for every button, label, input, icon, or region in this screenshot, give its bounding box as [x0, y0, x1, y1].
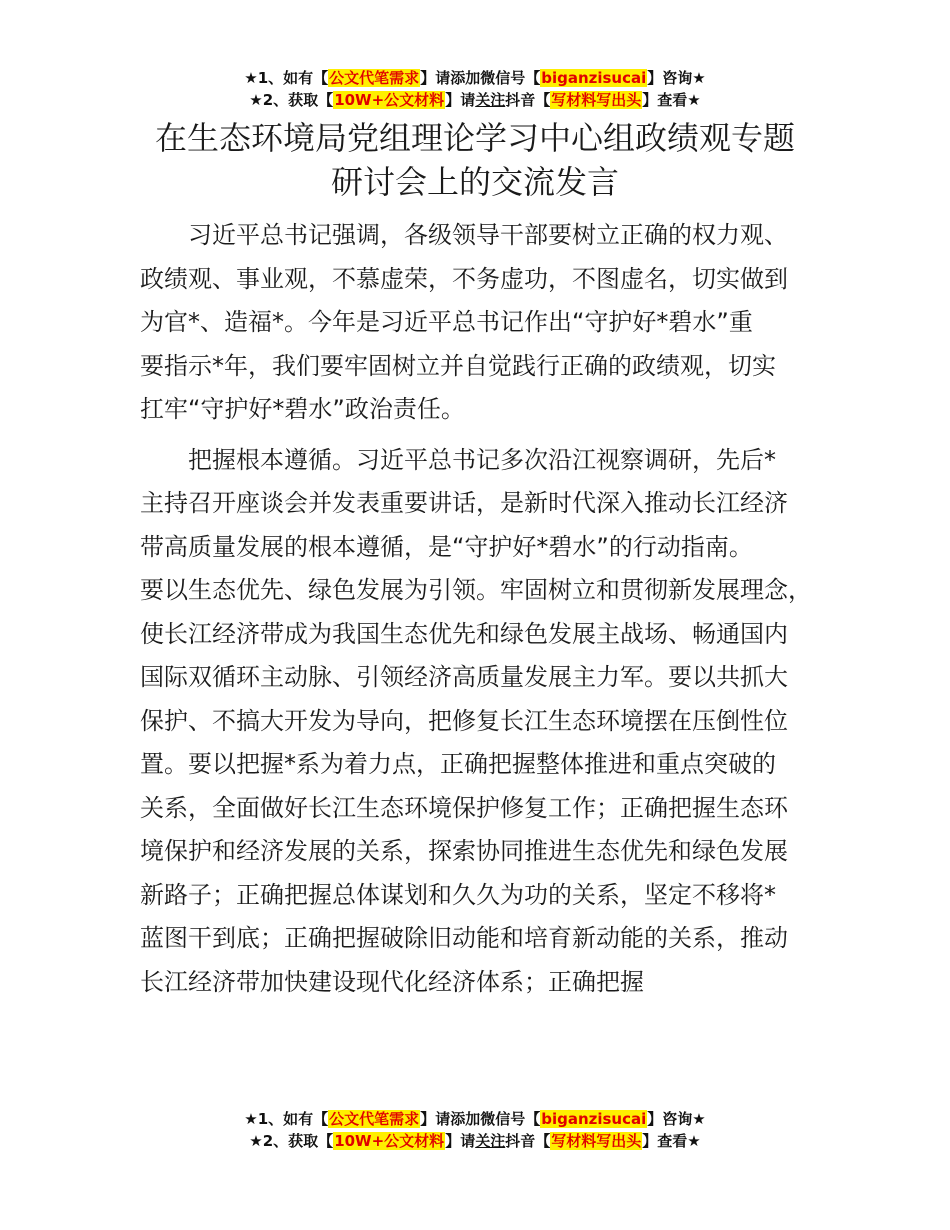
- banner-text: 】请: [445, 1132, 476, 1150]
- banner-text: 】查看★: [642, 91, 701, 109]
- document-title: [0, 116, 950, 204]
- title-line-1: 在生态环境局党组理论学习中心组政绩观专题: [154, 119, 795, 157]
- banner-line-2: [0, 89, 950, 111]
- title-line-2: 研讨会上的交流发言: [330, 163, 619, 201]
- banner-line-2: [0, 1130, 950, 1152]
- footer-banner: [0, 1108, 950, 1152]
- paragraph-2: [140, 439, 835, 1005]
- text-line: 要以生态优先、绿色发展为引领。牢固树立和贯彻新发展理念，: [140, 576, 812, 604]
- banner-text: 】咨询★: [647, 1110, 706, 1128]
- banner-highlight: 10W+公文材料: [334, 91, 445, 109]
- banner-text: 】查看★: [642, 1132, 701, 1150]
- banner-text: 抖音【: [505, 1132, 551, 1150]
- banner-text: ★1、如有【: [244, 69, 329, 87]
- banner-text: 抖音【: [505, 91, 551, 109]
- text-line: 保护、不搞大开发为导向，把修复长江生态环境摆在压倒性位: [140, 706, 788, 735]
- document-body: [140, 214, 835, 1004]
- banner-highlight-wechat-id: biganzisucai: [541, 69, 647, 87]
- paragraph-1: [140, 214, 835, 432]
- text-line: 置。要以把握*系为着力点，正确把握整体推进和重点突破的: [140, 750, 776, 778]
- header-banner: [0, 67, 950, 111]
- text-line: 蓝图干到底；正确把握破除旧动能和培育新动能的关系，推动: [140, 924, 788, 952]
- banner-text: 】请: [445, 91, 476, 109]
- text-line: 使长江经济带成为我国生态优先和绿色发展主战场、畅通国内: [140, 619, 788, 648]
- banner-text-underlined: 关注: [475, 91, 506, 109]
- text-line: 政绩观、事业观，不慕虚荣，不务虚功，不图虚名，切实做到: [140, 264, 788, 293]
- text-line: 境保护和经济发展的关系，探索协同推进生态优先和绿色发展: [140, 837, 788, 865]
- banner-highlight-douyin: 写材料写出头: [551, 91, 642, 109]
- banner-text: ★2、获取【: [249, 1132, 334, 1150]
- banner-text: 】咨询★: [647, 69, 706, 87]
- text-line: 把握根本遵循。习近平总书记多次沿江视察调研，先后*: [188, 445, 776, 474]
- banner-line-1: [0, 1108, 950, 1130]
- text-line: 国际双循环主动脉、引领经济高质量发展主力军。要以共抓大: [140, 663, 788, 691]
- banner-text: ★1、如有【: [244, 1110, 329, 1128]
- text-line: 主持召开座谈会并发表重要讲话，是新时代深入推动长江经济: [140, 489, 788, 517]
- text-line: 长江经济带加快建设现代化经济体系；正确把握: [140, 967, 644, 996]
- banner-text: 】请添加微信号【: [420, 1110, 541, 1128]
- text-line: 扛牢“守护好*碧水”政治责任。: [140, 395, 465, 423]
- banner-highlight-wechat-id: biganzisucai: [541, 1110, 647, 1128]
- text-line: 习近平总书记强调，各级领导干部要树立正确的权力观、: [188, 221, 788, 249]
- banner-text: 】请添加微信号【: [420, 69, 541, 87]
- banner-highlight-douyin: 写材料写出头: [551, 1132, 642, 1150]
- banner-highlight: 公文代笔需求: [329, 1110, 420, 1128]
- text-line: 新路子；正确把握总体谋划和久久为功的关系，坚定不移将*: [140, 880, 776, 909]
- text-line: 为官*、造福*。今年是习近平总书记作出“守护好*碧水”重: [140, 308, 753, 336]
- banner-text: ★2、获取【: [249, 91, 334, 109]
- text-line: 要指示*年，我们要牢固树立并自觉践行正确的政绩观，切实: [140, 351, 776, 380]
- text-line: 关系，全面做好长江生态环境保护修复工作；正确把握生态环: [140, 793, 788, 822]
- banner-text-underlined: 关注: [475, 1132, 506, 1150]
- text-line: 带高质量发展的根本遵循，是“守护好*碧水”的行动指南。: [140, 532, 753, 561]
- banner-highlight: 10W+公文材料: [334, 1132, 445, 1150]
- banner-line-1: [0, 67, 950, 89]
- banner-highlight: 公文代笔需求: [329, 69, 420, 87]
